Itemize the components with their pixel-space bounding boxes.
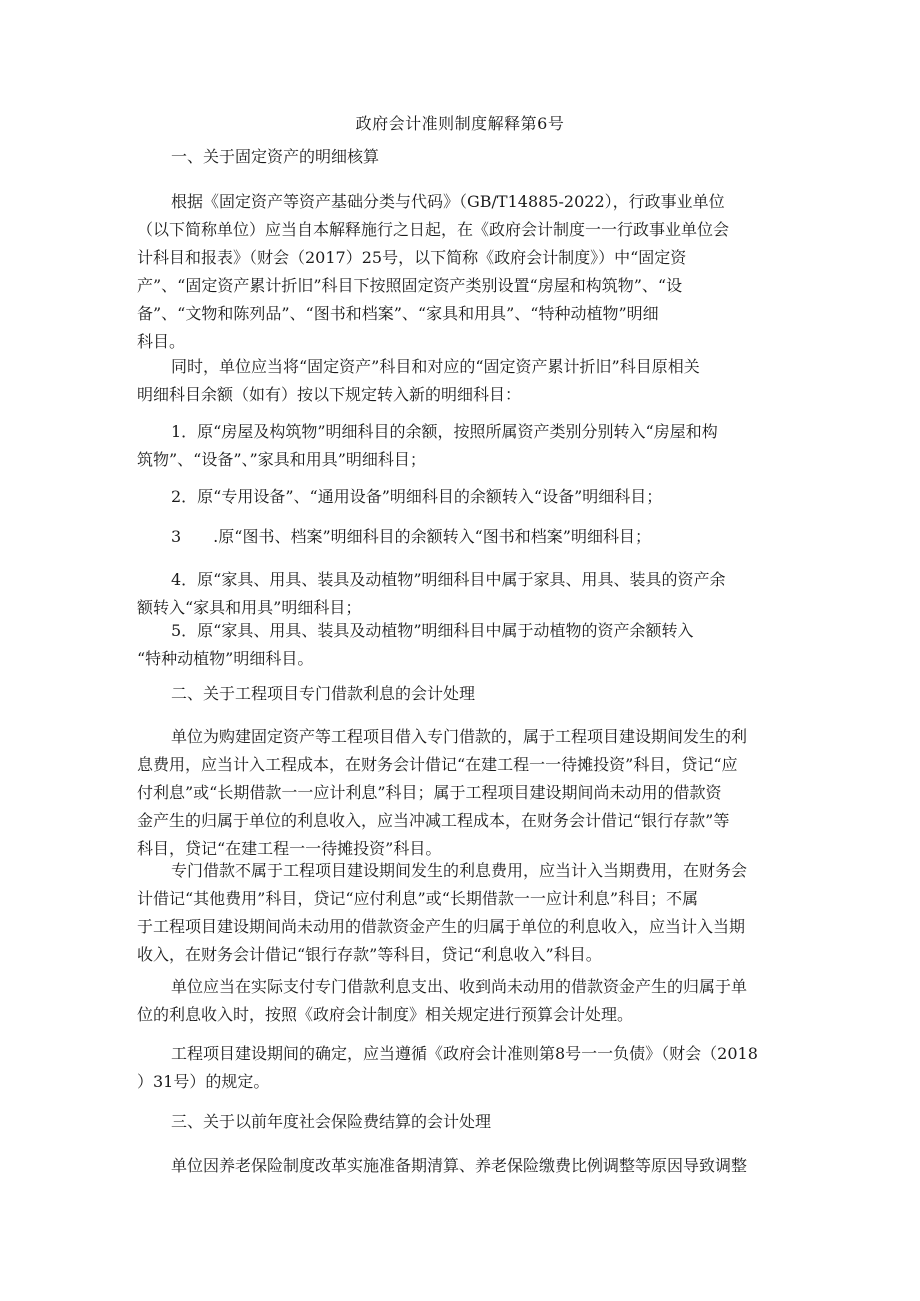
text-line: 金产生的归属于单位的利息收入，应当冲减工程成本，在财务会计借记“银行存款”等 (137, 811, 730, 830)
text-line: 4．原“家具、用具、装具及动植物”明细科目中属于家具、用具、装具的资产余 (171, 570, 726, 589)
text-line: 于工程项目建设期间尚未动用的借款资金产生的归属于单位的利息收入，应当计入当期 (137, 917, 746, 936)
section-heading-text: 二、关于工程项目专门借款利息的会计处理 (171, 684, 476, 703)
paragraph (137, 1152, 787, 1180)
text-line: 付利息”或“长期借款一一应计利息”科目；属于工程项目建设期间尚未动用的借款资 (137, 783, 722, 802)
text-line: 根据《固定资产等资产基础分类与代码》（GB/T14885-2022），行政事业单位 (171, 192, 725, 211)
text-line: 单位因养老保险制度改革实施准备期清算、养老保险缴费比例调整等原因导致调整 (171, 1156, 748, 1175)
section-heading-text: 三、关于以前年度社会保险费结算的会计处理 (171, 1112, 492, 1131)
text-line: 同时，单位应当将“固定资产”科目和对应的“固定资产累计折旧”科目原相关 (171, 357, 700, 376)
paragraph (137, 973, 787, 1029)
text-line: 计科目和报表》（财会（2017）25号，以下简称《政府会计制度》）中“固定资 (137, 248, 687, 267)
text-line: 额转入“家具和用具”明细科目； (137, 598, 362, 617)
list-item (137, 418, 787, 474)
text-line: 单位为购建固定资产等工程项目借入专门借款的，属于工程项目建设期间发生的利 (171, 727, 748, 746)
text-line: “特种动植物”明细科目。 (137, 649, 314, 668)
section-heading (137, 680, 787, 708)
text-line: 备”、“文物和陈列品”、“图书和档案”、“家具和用具”、“特种动植物”明细 (137, 304, 659, 323)
section-heading (137, 1108, 787, 1136)
text-line: 2．原“专用设备”、“通用设备”明细科目的余额转入“设备”明细科目； (171, 487, 663, 506)
text-line: 1．原“房屋及构筑物”明细科目的余额，按照所属资产类别分别转入“房屋和构 (171, 422, 718, 441)
text-line: 产”、“固定资产累计折旧”科目下按照固定资产类别设置“房屋和构筑物”、“设 (137, 276, 683, 295)
text-line: 3 .原“图书、档案”明细科目的余额转入“图书和档案”明细科目； (171, 527, 651, 546)
paragraph (137, 857, 787, 969)
text-line: （以下简称单位）应当自本解释施行之日起，在《政府会计制度一一行政事业单位会 (137, 220, 730, 239)
text-line: 科目。 (137, 332, 186, 351)
text-line: 工程项目建设期间的确定，应当遵循《政府会计准则第8号一一负债》（财会（2018 (171, 1044, 758, 1063)
paragraph (137, 188, 787, 356)
list-item (137, 617, 787, 673)
text-line: 5．原“家具、用具、装具及动植物”明细科目中属于动植物的资产余额转入 (171, 621, 694, 640)
section-heading-text: 一、关于固定资产的明细核算 (171, 147, 380, 166)
list-item (137, 523, 787, 551)
text-line: 科目，贷记“在建工程一一待摊投资”科目。 (137, 839, 442, 858)
paragraph (137, 1040, 787, 1096)
text-line: 专门借款不属于工程项目建设期间发生的利息费用，应当计入当期费用，在财务会 (171, 861, 748, 880)
text-line: 明细科目余额（如有）按以下规定转入新的明细科目： (137, 385, 522, 404)
text-line: 位的利息收入时，按照《政府会计制度》相关规定进行预算会计处理。 (137, 1005, 634, 1024)
text-line: 息费用，应当计入工程成本，在财务会计借记“在建工程一一待摊投资”科目，贷记“应 (137, 755, 738, 774)
text-line: 计借记“其他费用”科目，贷记“应付利息”或“长期借款一一应计利息”科目；不属 (137, 889, 699, 908)
list-item (137, 483, 787, 511)
text-line: 筑物”、“设备”、”家具和用具”明细科目； (137, 450, 426, 469)
text-line: ）31号）的规定。 (137, 1072, 270, 1091)
list-item (137, 566, 787, 622)
paragraph (137, 353, 787, 409)
document-title: 政府会计准则制度解释第6号 (355, 114, 565, 133)
section-heading (137, 143, 787, 171)
text-line: 收入，在财务会计借记“银行存款”等科目，贷记“利息收入”科目。 (137, 945, 602, 964)
text-line: 单位应当在实际支付专门借款利息支出、收到尚未动用的借款资金产生的归属于单 (171, 977, 748, 996)
paragraph (137, 723, 787, 863)
